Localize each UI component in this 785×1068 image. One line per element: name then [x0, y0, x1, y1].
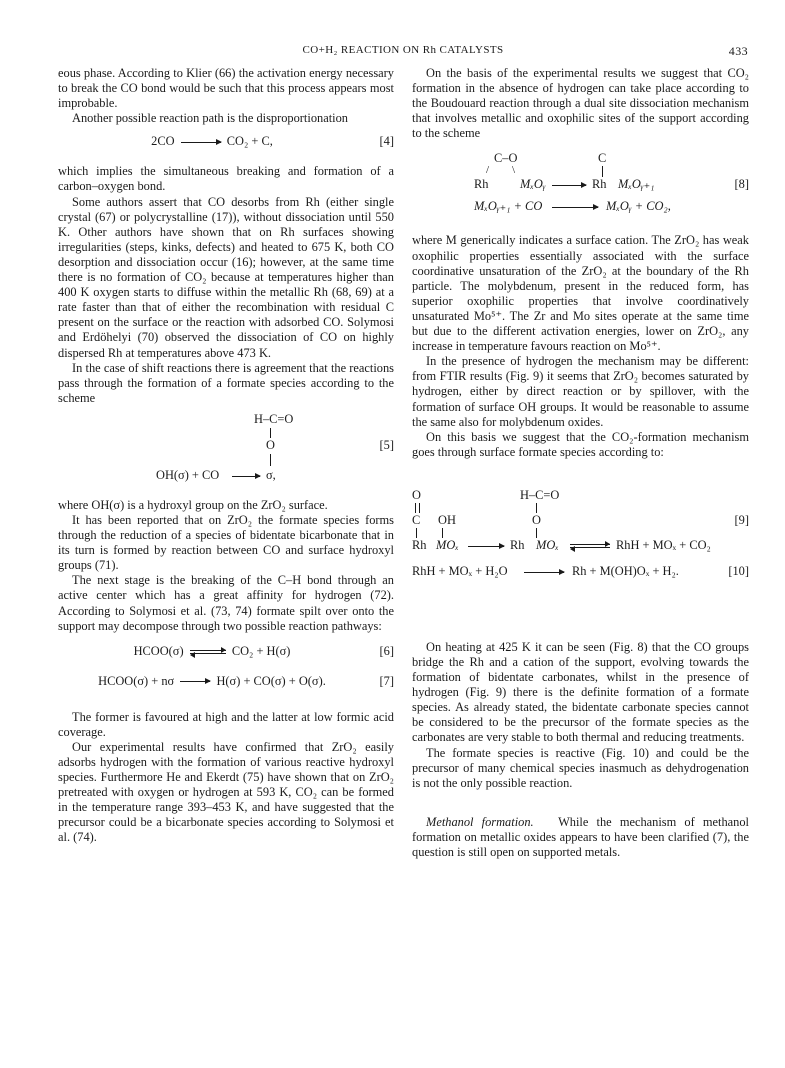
bond-line-icon: [442, 528, 443, 538]
eq9-rhs: RhH + MOₓ + CO₂: [616, 537, 711, 552]
equation-number: [9]: [734, 512, 749, 527]
equilibrium-arrow-icon: [190, 649, 226, 655]
paragraph: which implies the simultaneous breaking and formation of a carbon–oxygen bond.: [58, 164, 394, 194]
paragraph: where OH(σ) is a hydroxyl group on the ZrO₂ surface.: [58, 497, 328, 512]
equation-number: [4]: [379, 134, 394, 149]
reaction-arrow-icon: [524, 572, 564, 573]
equation-5: [58, 412, 394, 492]
rh-label: Rh: [412, 537, 427, 552]
formate-o-label: O: [266, 437, 275, 452]
eq8-line2-lhs: MₓOᵧ₊₁ + CO: [474, 199, 543, 214]
reaction-arrow-icon: [180, 681, 210, 682]
section-paragraph: [412, 815, 749, 860]
bond-line-icon: [416, 528, 417, 538]
formate-hco-label: H–C=O: [254, 411, 294, 426]
bond-line-icon: [270, 454, 271, 466]
equation-number: [10]: [728, 563, 749, 578]
rh-label: Rh: [510, 537, 525, 552]
reaction-arrow-icon: [552, 185, 586, 186]
double-bond-icon: [415, 503, 420, 513]
c-label: C: [598, 151, 607, 166]
left-column: [58, 66, 394, 846]
right-column: [412, 66, 749, 860]
equation-number: [6]: [379, 643, 394, 658]
eq4-lhs: 2CO: [151, 134, 175, 149]
equation-7: [58, 674, 394, 696]
running-title: CO+H₂ REACTION ON Rh CATALYSTS: [302, 44, 504, 56]
c-label: C: [412, 512, 421, 527]
o-label: O: [532, 512, 541, 527]
paragraph: In the case of shift reactions there is agreement that the reactions pass through the formation of a formate species according to the scheme: [58, 360, 394, 405]
equation-number: [8]: [734, 177, 749, 192]
o-label: O: [412, 487, 421, 502]
co-label: C–O: [494, 151, 518, 166]
paragraph: Another possible reaction path is the disproportionation: [72, 111, 348, 126]
running-header: [58, 44, 748, 60]
eq6-lhs: HCOO(σ): [133, 643, 184, 658]
paragraph: On this basis we suggest that the CO₂-formation mechanism goes through surface formate species according to:: [412, 429, 749, 459]
bond-line-icon: /: [486, 164, 490, 177]
paragraph: On heating at 425 K it can be seen (Fig. 8) that the CO groups bridge the Rh and a cation of the support, evolving towards the formation of bidentate carbonates, whilst in the presence of hydrogen (Fig. 9) there is the definite formation of a formate species. As already stated, the bidentate carbonate species cannot be considered to be the precursor of the formate species as the carbonates are very stable to both thermal and reducing treatments.: [412, 639, 749, 745]
bond-line-icon: \: [512, 164, 516, 177]
reaction-arrow-icon: [181, 142, 221, 143]
eq6-rhs: CO₂ + H(σ): [231, 643, 291, 658]
page-number: 433: [728, 44, 748, 58]
eq5-lhs: OH(σ) + CO: [156, 467, 220, 482]
bond-line-icon: [270, 428, 271, 438]
reaction-arrow-icon: [468, 546, 504, 547]
paragraph: where M generically indicates a surface cation. The ZrO₂ has weak oxophilic properties essentially associated with the surface coordinative unsaturation of the ZrO₂ at the boundary of the Rh particle. The molybdenum, present in the reduced form, has superior oxophilic properties that involve coordinatively unsaturated Mo⁵⁺. The Zr and Mo sites operate at the same time but due to the different activation energies, lower on ZrO₂, any increase in temperature favours reaction on Mo⁵⁺.: [412, 233, 749, 354]
oxide-label: MₓOᵧ: [520, 177, 546, 192]
eq7-rhs: H(σ) + CO(σ) + O(σ).: [216, 673, 326, 688]
equation-number: [7]: [379, 673, 394, 688]
eq4-rhs: CO₂ + C,: [226, 134, 273, 149]
paragraph: Our experimental results have confirmed that ZrO₂ easily adsorbs hydrogen with the formation of various reactive hydroxyl species. Furthermore He and Ekerdt (75) have shown that on ZrO₂ pretreated with oxygen or hydrogen at 593 K, CO₂ can be formed in the temperature range 393–453 K, and have suggested that the precursor could be a bicarbonate species according to Solymosi et al. (74).: [58, 739, 394, 845]
oxide-label: MOₓ: [436, 537, 459, 552]
eq5-rhs: σ,: [266, 467, 276, 482]
oxide-label: MOₓ: [536, 537, 559, 552]
equation-9: [412, 488, 749, 588]
paragraph: The formate species is reactive (Fig. 10) and could be the precursor of many chemical species inasmuch as dehydrogenation is not the only possible reaction.: [412, 745, 749, 790]
section-heading: Methanol formation.: [426, 814, 534, 829]
paragraph: It has been reported that on ZrO₂ the formate species forms through the reduction of a species of bidentate bicarbonate that in its turn is formed by reaction between CO and surface hydroxyl groups (71).: [58, 512, 394, 573]
reaction-arrow-icon: [552, 207, 598, 208]
bond-line-icon: [536, 528, 537, 538]
paragraph: The next stage is the breaking of the C–H bond through an active center which has a great affinity for hydrogen (72). According to Solymosi et al. (73, 74) formate spilt over onto the support may decompose through two possible reaction pathways:: [58, 573, 394, 633]
bond-line-icon: [536, 503, 537, 513]
equilibrium-arrow-icon: [570, 543, 610, 549]
formate-hco-label: H–C=O: [520, 487, 560, 502]
oh-label: OH: [438, 512, 456, 527]
equation-8: [412, 151, 749, 225]
paragraph: The former is favoured at high and the latter at low formic acid coverage.: [58, 709, 394, 739]
paragraph: In the presence of hydrogen the mechanism may be different: from FTIR results (Fig. 9) it seems that ZrO₂ becomes saturated by hydrogen, either by direct reaction or by spillover, with the formation of surface OH groups. It would be reasonable to assume the same also for molybdenum oxides.: [412, 354, 749, 429]
rh-label: Rh: [474, 177, 489, 192]
paragraph: On the basis of the experimental results we suggest that CO₂ formation in the absence of hydrogen can take place according to the Boudouard reaction through a dual site dissociation mechanism that involves metallic and oxophilic sites of the support according to the scheme: [412, 66, 749, 141]
eq10-lhs: RhH + MOₓ + H₂O: [412, 563, 508, 578]
eq7-lhs: HCOO(σ) + nσ: [98, 673, 175, 688]
equation-4: [58, 134, 394, 156]
equation-6: [58, 644, 394, 666]
equation-number: [5]: [379, 437, 394, 452]
eq10-rhs: Rh + M(OH)Oₓ + H₂.: [572, 563, 679, 578]
eq8-line2-rhs: MₓOᵧ + CO₂,: [606, 199, 671, 214]
oxide-label: MₓOᵧ₊₁: [618, 177, 655, 192]
bond-line-icon: [602, 166, 603, 177]
reaction-arrow-icon: [232, 476, 260, 477]
paragraph: Some authors assert that CO desorbs from Rh (either single crystal (67) or polycrystalline (17)), without dissociation until 550 K. Other authors have shown that on Rh surfaces showing irregularities (steps, kinks, defects) and heated to 675 K, both CO desorption and dissociation occur (16); however, at the same time there is no formation of CO₂ because at temperatures higher than 400 K oxygen starts to diffuse within the metallic Rh (68, 69) at a rate faster than that of either the recombination with residual C present on the surface or the reaction with adsorbed CO. Solymosi and Erdöhelyi (70) observed the dissociation of CO on highly dispersed Rh at temperatures above 473 K.: [58, 194, 394, 360]
paragraph: eous phase. According to Klier (66) the activation energy necessary to break the CO bond would be such that this process appears most improbable.: [58, 66, 394, 111]
rh-label: Rh: [592, 177, 607, 192]
paragraph-text: While the mechanism of methanol formation on metallic oxides appears to have been clarified (7), the question is still open on supported metals.: [412, 814, 749, 859]
